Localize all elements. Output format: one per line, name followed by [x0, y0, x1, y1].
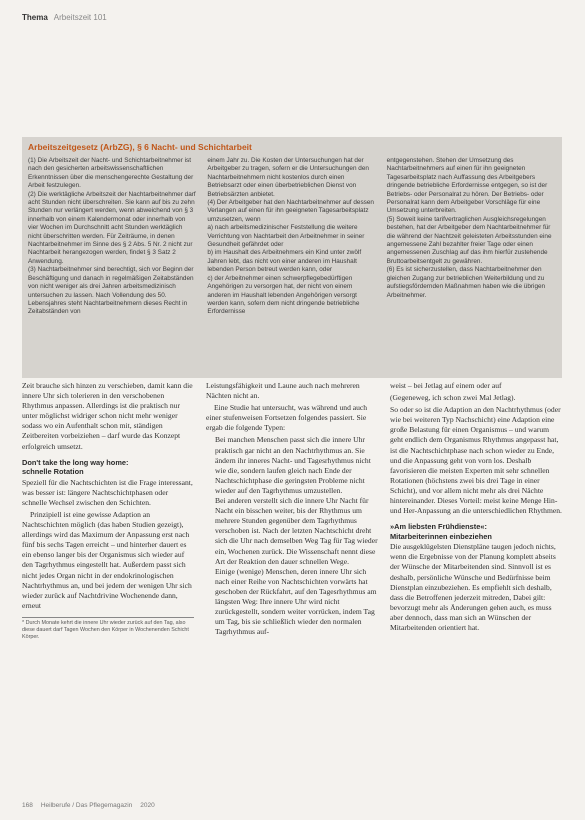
law-column-3: [387, 157, 556, 372]
list-item: • Bei manchen Menschen passt sich die innere Uhr praktisch gar nicht an den Nachtrhythmus an. Sie ändern ihr inneres Nacht- und Tagesrhythmus nicht wie die, sondern laufen gleich nach Ende der Nachtschichtphase die geringsten Probleme nicht wieder auf den Tagrhythmus umzustellen.: [215, 435, 378, 496]
law-column-2: [207, 157, 376, 372]
article-body: [22, 381, 562, 781]
body-paragraph: weist – bei Jetlag auf einem oder auf: [390, 381, 502, 390]
body-paragraph: Prinzipiell ist eine gewisse Adaption an Nachtschichten möglich (das haben Studien gezeigt), allerdings wird das Maximum der Anpassung erst nach fünf bis sechs Tagen erreicht – und hinterher dauert es ein ebenso langer bis der Organismus sich wieder auf den Tagrhythmus eingestellt hat. Außerdem passt sich nicht jedes Organ nicht in der endokrinologischen Nachtrhythmus an, und bei jedem der wenigen Uhr sich wieder zurück auf Nachtdrivine Wochenende dann, erneut: [22, 509, 192, 610]
law-column-1: [28, 157, 197, 372]
article-column-3: [390, 381, 562, 781]
law-paragraph: b) im Haushalt des Arbeitnehmers ein Kind unter zwölf Jahren lebt, das nicht von einer anderen im Haushalt lebenden Person betreut werden kann, oder: [207, 249, 362, 274]
footnote: * Durch Monate kehrt die innere Uhr wieder zurück auf den Tag, also diese dauert darf Tagen Wochen den Körper in Wochenenden Schicht Körper.: [22, 617, 194, 641]
law-excerpt-columns: [28, 157, 556, 372]
subheading: [390, 522, 562, 541]
body-paragraph: Leistungsfähigkeit und Laune auch nach mehreren Nächten nicht an.: [206, 381, 360, 401]
body-paragraph: So oder so ist die Adaption an den Nachtrhythmus (oder wie bei weiteren Typ Nachschicht) eine Adaption eine große Belastung für einen Organismus – und warum geht endlich dem Organismus Rhythmus angepasst hat, ist die Nachtschichtphase nach schon wieder zu Ende, und die Anpassung geht von vorn los. Deshalb favorisieren die meisten Experten mit sehr schnellen Rotationen (höchstens zwei bis drei Tage in einer Schicht), und vor allem nicht mehr als drei Nächte hintereinander. Dieses Vorteil: meist keine Menge Hin- und Her-Anpassung an die unterschiedlichen Rhythmen.: [390, 405, 562, 516]
law-paragraph: (3) Nachtarbeitnehmer sind berechtigt, sich vor Beginn der Beschäftigung und danach in regelmäßigen Zeitabständen von nicht weniger als drei Jahren arbeitsmedizinisch untersuchen zu lassen. Nach Vollendung des 50. Lebensjahres steht Nachtarbeitnehmern dieses Recht in Zeitabständen von: [28, 266, 194, 316]
body-paragraph: Eine Studie hat untersucht, was während und auch einer stufenweisen Fortsetzen folgendes passiert. Sie ergab die folgende Typen:: [206, 403, 368, 433]
law-paragraph: a) nach arbeitsmedizinischer Feststellung die weitere Verrichtung von Nachtarbeit den Arbeitnehmer in seiner Gesundheit gefährdet oder: [207, 224, 365, 249]
subheading-line-2: schnelle Rotation: [22, 467, 84, 477]
list-item: • Bei anderen verstellt sich die innere Uhr Nacht für Nacht ein bisschen weiter, bis der Rhythmus um mehrere Stunden gegenüber dem Tagrhythmus verschoben ist. Nach der letzten Nachtschicht dreht sich die Uhr nach demselben Weg Tag für Tag wieder ein, Wochenen zurück. Die Wissenschaft nennt diese Art der Reaktion den dauer schnellen Wege.: [215, 496, 378, 567]
list-item: • Einige (wenige) Menschen, deren innere Uhr sich nach einer Reihe von Nachtschichten vorwärts hat geschoben der Rückfahrt, auf den Tagesrhythmus am längsten Weg: Ihre innere Uhr wird nicht zurückgestellt, sondern weiter vorrücken, indem Tag um Tag, bis sie schließlich wieder den normalen Tagrhythmus auf-: [215, 567, 378, 638]
article-column-1: [22, 381, 194, 781]
page-header: [22, 10, 563, 24]
law-paragraph: entgegenstehen. Stehen der Umsetzung des Nachtarbeitnehmers auf einen für ihn geeigneten Tagesarbeitsplatz nach Auffassung des Arbeitgebers dringende betriebliche Erfordernisse entgegen, so ist der Betriebs- oder Personalrat zu hören. Der Betriebs- oder Personalrat kann dem Arbeitgeber Vorschläge für eine Umsetzung unterbreiten.: [386, 157, 548, 215]
law-paragraph: (1) Die Arbeitszeit der Nacht- und Schichtarbeitnehmer ist nach den gesicherten arbeitswissenschaftlichen Erkenntnissen über die menschengerechte Gestaltung der Arbeit festzulegen.: [28, 157, 194, 190]
law-paragraph: c) der Arbeitnehmer einen schwerpflegebedürftigen Angehörigen zu versorgen hat, der nicht von einem anderen im Haushalt lebenden Angehörigen versorgt werden kann, sofern dem nicht dringende betriebliche Erfordernisse: [207, 274, 360, 316]
law-paragraph: (6) Es ist sicherzustellen, dass Nachtarbeitnehmer den gleichen Zugang zur betrieblichen Weiterbildung und zu aufstiegsfördernden Maßnahmen haben wie die übrigen Arbeitnehmer.: [386, 266, 546, 299]
subheading-line-2: Mitarbeiterinnen einbeziehen: [390, 531, 492, 541]
article-column-2: [206, 381, 378, 781]
law-paragraph: (4) Der Arbeitgeber hat den Nachtarbeitnehmer auf dessen Verlangen auf einen für ihn geeigneten Tagesarbeitsplatz umzusetzen, wenn: [207, 199, 374, 223]
section-tag: Thema: [22, 12, 48, 22]
body-paragraph: Die ausgeklügelsten Dienstpläne taugen jedoch nichts, wenn die Ergebnisse von der Planung komplett abseits der Wünsche der Mitarbeitenden sind. Sinnvoll ist es deshalb, persönliche Wünsche und Bedürfnisse beim Dienstplan einzubeziehen. Es empfiehlt sich deshalb, dass die Betroffenen jederzeit mitreden, Dabei gilt: bevorzugt mehr als Änderungen gehen auch, es muss aber dennoch, dass man sich an Wünschen der Mitarbeitenden orientiert hat.: [390, 542, 556, 632]
section-subtitle: Arbeitszeit 101: [53, 12, 107, 22]
magazine-name: Heilberufe / Das Pflegemagazin: [40, 802, 133, 809]
law-paragraph: (2) Die werktägliche Arbeitszeit der Nachtarbeitnehmer darf acht Stunden nicht überschreiten. Sie kann auf bis zu zehn Stunden nur verlängert werden, wenn abweichend von § 3 innerhalb von einem Kalendermonat oder innerhalb von vier Wochen im Durchschnitt acht Stunden werktäglich nicht überschritten werden. Für Zeiträume, in denen Nachtarbeitnehmer im Sinne des § 2 Abs. 5 Nr. 2 nicht zur Nachtarbeit herangezogen werden, findet § 3 Satz 2 Anwendung.: [28, 190, 196, 265]
page-footer: [22, 802, 155, 812]
law-paragraph: einem Jahr zu. Die Kosten der Untersuchungen hat der Arbeitgeber zu tragen, sofern er die Untersuchungen den Nachtarbeitnehmern nicht kostenlos durch einen Betriebsarzt oder einen überbetrieblichen Dienst von Betriebsärzten anbietet.: [207, 157, 369, 198]
body-paragraph: (Gegeneweg, ich schon zwei Mal Jetlag).: [390, 393, 516, 403]
subheading-line-1: Don't take the long way home:: [22, 457, 129, 467]
body-paragraph: Speziell für die Nachtschichten ist die Frage interessant, was besser ist: längere Nachtschichtphasen oder schnelle Wechsel zwischen den Schichten.: [22, 477, 193, 507]
subheading-line-1: »Am liebsten Frühdienste«:: [390, 522, 487, 532]
subheading: [22, 458, 194, 477]
law-excerpt-box: [22, 137, 562, 378]
law-paragraph: (5) Soweit keine tarifvertraglichen Ausgleichsregelungen bestehen, hat der Arbeitgeber dem Nachtarbeitnehmer für die während der Nachtzeit geleisteten Arbeitsstunden eine angemessene Zahl bezahlter freier Tage oder einen angemessenen Zuschlag auf das ihm hierfür zustehende Bruttoarbeitsentgelt zu gewähren.: [386, 215, 552, 265]
body-paragraph: Zeit brauche sich hinzen zu verschieben, damit kann die innere Uhr sich tolerieren in den verschobenen Rhythmus anpassen. Allerdings ist die praktisch nur unter möglichst widriger schon nicht mehr weniger sodass wo ein Aufenthalt schon mit, ständigen Zeitbereiten vorbeiziehen – darf wurde das Konzept erfolgreich umsetzt.: [22, 381, 193, 451]
issue-date: 2020: [140, 802, 155, 809]
law-excerpt-title: Arbeitszeitgesetz (ArbZG), § 6 Nacht- und Schichtarbeit: [28, 142, 252, 152]
type-list: [206, 435, 378, 637]
page-number: 168: [22, 802, 33, 809]
